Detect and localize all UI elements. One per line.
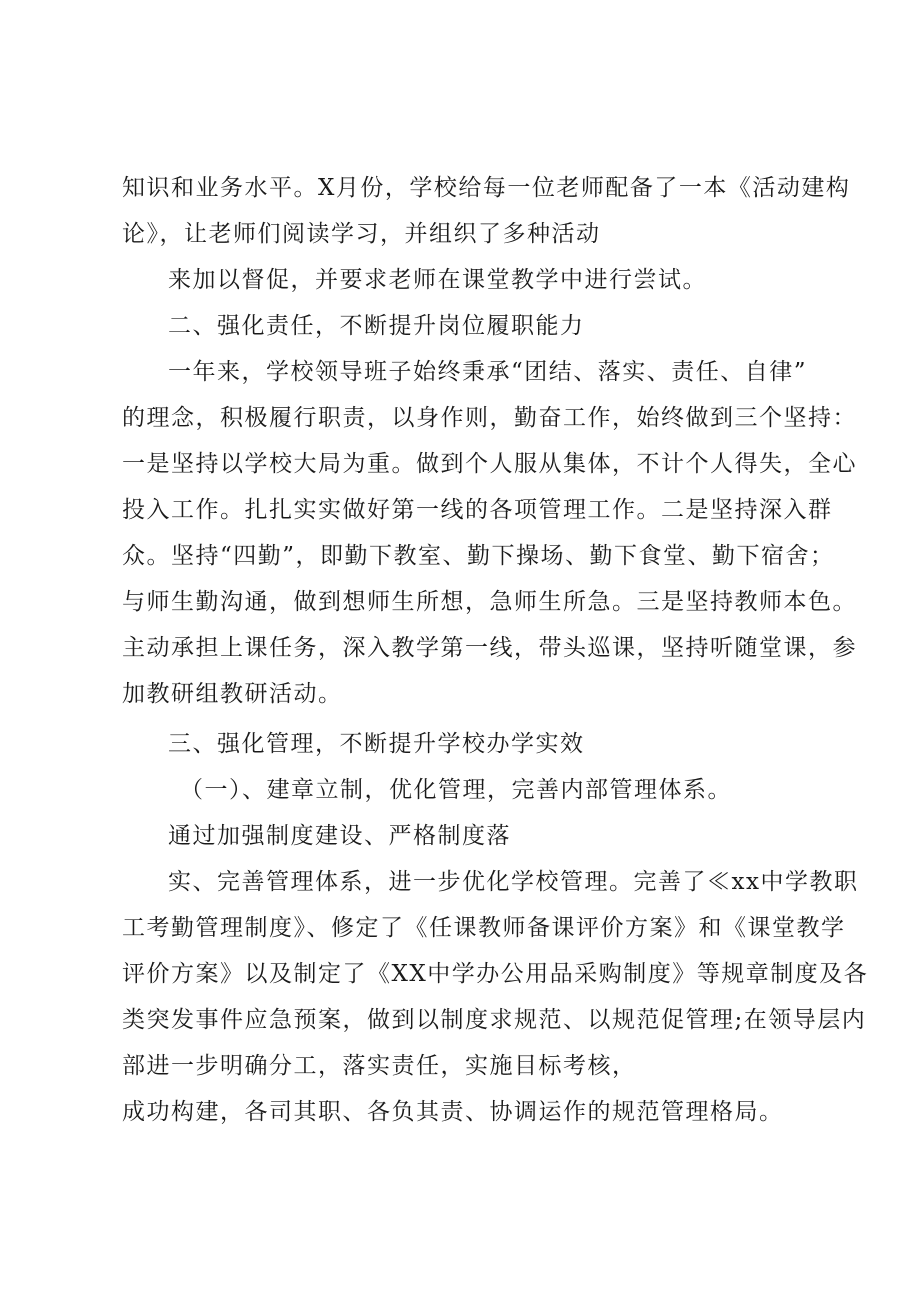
text-line: 一年来，学校领导班子始终秉承“团结、落实、责任、自律” — [168, 359, 808, 385]
text-line: 通过加强制度建设、严格制度落 — [168, 823, 511, 849]
text-line: 主动承担上课任务，深入教学第一线，带头巡课，坚持听随堂课，参 — [122, 635, 857, 661]
text-line: 投入工作。扎扎实实做好第一线的各项管理工作。二是坚持深入群 — [122, 497, 833, 523]
text-line: 部进一步明确分工，落实责任，实施目标考核， — [122, 1053, 637, 1079]
text-line: 一是坚持以学校大局为重。做到个人服从集体，不计个人得失，全心 — [122, 451, 857, 477]
text-line: 类突发事件应急预案，做到以制度求规范、以规范促管理;在领导层内 — [122, 1007, 867, 1033]
section-heading: 二、强化责任，不断提升岗位履职能力 — [168, 313, 585, 339]
text-line: 知识和业务水平。X月份，学校给每一位老师配备了一本《活动建构 — [122, 175, 851, 201]
text-line: 工考勤管理制度》、修定了《任课教师备课评价方案》和《课堂教学 — [122, 915, 846, 941]
section-heading: 三、强化管理，不断提升学校办学实效 — [168, 731, 585, 757]
text-line: 的理念，积极履行职责，以身作则，勤奋工作，始终做到三个坚持： — [122, 405, 857, 431]
text-line: 评价方案》以及制定了《XX中学办公用品采购制度》等规章制度及各 — [122, 961, 869, 987]
text-line: 成功构建，各司其职、各负其责、协调运作的规范管理格局。 — [122, 1099, 784, 1125]
subsection-heading: （一）、建章立制，优化管理，完善内部管理体系。 — [180, 777, 732, 803]
text-line: 实、完善管理体系，进一步优化学校管理。完善了≪xx中学教职 — [168, 869, 859, 895]
text-line: 来加以督促，并要求老师在课堂教学中进行尝试。 — [168, 267, 707, 293]
text-line: 加教研组教研活动。 — [122, 681, 343, 707]
text-line: 与师生勤沟通，做到想师生所想，急师生所急。三是坚持教师本色。 — [122, 589, 857, 615]
text-line: 论》，让老师们阅读学习，并组织了多种活动 — [122, 221, 601, 247]
text-line: 众。坚持“四勤”，即勤下教室、勤下操场、勤下食堂、勤下宿舍； — [122, 543, 835, 569]
